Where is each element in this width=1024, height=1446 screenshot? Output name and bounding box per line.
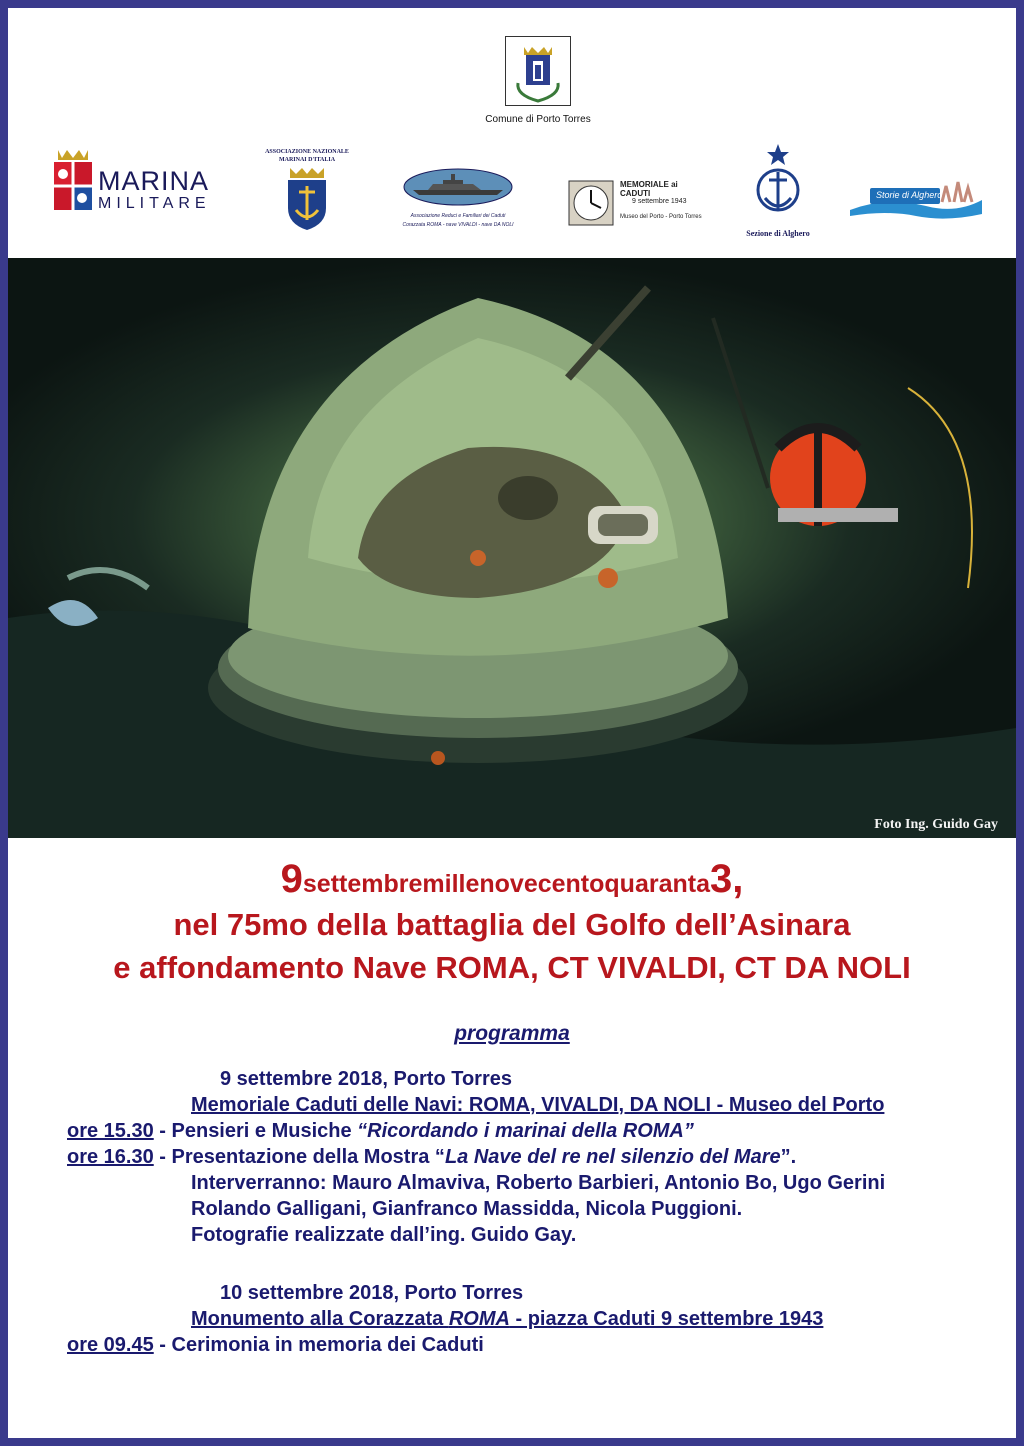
day2-venue-text: Monumento alla Corazzata bbox=[191, 1308, 449, 1330]
title-date-words: settembremillenovecentoquaranta bbox=[302, 870, 710, 898]
memoriale-title: MEMORIALE ai CADUTI bbox=[620, 180, 678, 198]
marina-militare-logo bbox=[50, 146, 230, 216]
reduci-caption-2: Corazzata ROMA - nave VIVALDI - nave DA NOLI bbox=[402, 222, 514, 228]
day1-event-1 bbox=[67, 1120, 694, 1143]
day1-event-2-title: La Nave del re nel silenzio del Mare bbox=[444, 1146, 781, 1168]
marina-word: MARINA bbox=[98, 166, 210, 196]
logo-band bbox=[8, 8, 1016, 258]
photo-credit: Foto Ing. Guido Gay bbox=[874, 817, 998, 832]
day1-event-2-text: - Presentazione della Mostra “ bbox=[153, 1146, 445, 1168]
day2-date: 10 settembre 2018, Porto Torres bbox=[220, 1282, 524, 1304]
title-line-3: e affondamento Nave ROMA, CT VIVALDI, CT DA NOLI bbox=[113, 950, 911, 985]
title-digit-3: 3, bbox=[709, 857, 744, 901]
day1-event-2 bbox=[67, 1146, 796, 1169]
day1-photo-note: Fotografie realizzate dall’ing. Guido Gay. bbox=[191, 1224, 577, 1246]
storie-di-alghero-logo bbox=[846, 176, 986, 222]
day1-event-1-text: - Pensieri e Musiche bbox=[153, 1120, 358, 1142]
anmi-caption-1: ASSOCIAZIONE NAZIONALE bbox=[265, 149, 349, 155]
anmi-caption-2: MARINAI D'ITALIA bbox=[278, 157, 336, 163]
sezione-alghero-logo bbox=[738, 142, 818, 238]
day2-event-1-time: ore 09.45 bbox=[67, 1334, 154, 1356]
storie-label: Storie di Alghero bbox=[876, 190, 943, 200]
day1-date: 9 settembre 2018, Porto Torres bbox=[220, 1068, 512, 1090]
day1-event-1-title: “Ricordando i marinai della ROMA” bbox=[357, 1120, 694, 1142]
day1-event-2-end: ”. bbox=[780, 1146, 797, 1168]
clock-icon bbox=[568, 180, 614, 226]
reduci-caption-1: Associazione Reduci e Familiari dei Caduti bbox=[410, 213, 506, 219]
day2-venue bbox=[191, 1308, 823, 1331]
day1-speakers-2: Rolando Galligani, Gianfranco Massidda, Nicola Puggioni. bbox=[191, 1198, 743, 1220]
memoriale-date: 9 settembre 1943 bbox=[632, 198, 687, 205]
program-heading: programma bbox=[454, 1022, 570, 1045]
poster bbox=[8, 8, 1016, 1438]
anchor-emblem-icon bbox=[753, 142, 803, 222]
comune-caption: Comune di Porto Torres bbox=[485, 114, 591, 125]
title-digit-9: 9 bbox=[280, 857, 303, 901]
day2-venue-ship: ROMA bbox=[448, 1308, 510, 1330]
battleship-oval-icon bbox=[403, 168, 513, 206]
sezione-caption: Sezione di Alghero bbox=[746, 229, 810, 238]
anmi-anchor-shield-icon bbox=[282, 164, 332, 232]
day1-speakers-1: Interverranno: Mauro Almaviva, Roberto Barbieri, Antonio Bo, Ugo Gerini bbox=[191, 1172, 886, 1194]
day1-venue: Memoriale Caduti delle Navi: ROMA, VIVALDI, DA NOLI - Museo del Porto bbox=[191, 1094, 885, 1116]
title-line-1 bbox=[8, 857, 1016, 903]
day1-event-1-time: ore 15.30 bbox=[67, 1120, 154, 1142]
anmi-logo bbox=[258, 148, 356, 237]
event-title bbox=[8, 857, 1016, 989]
day2-event-1 bbox=[67, 1334, 484, 1357]
memoriale-logo bbox=[568, 178, 708, 228]
day1-event-2-time: ore 16.30 bbox=[67, 1146, 154, 1168]
underwater-wreck-photo bbox=[8, 258, 1016, 838]
comune-porto-torres-logo bbox=[478, 36, 598, 125]
wreck-illustration bbox=[8, 258, 1016, 838]
memoriale-place: Museo del Porto - Porto Torres bbox=[620, 214, 702, 220]
marina-shield-icon bbox=[50, 146, 96, 216]
day2-venue-place: - piazza Caduti 9 settembre 1943 bbox=[509, 1308, 824, 1330]
militare-word: MILITARE bbox=[98, 195, 211, 212]
porto-torres-crest-icon bbox=[505, 36, 571, 106]
day2-event-1-text: - Cerimonia in memoria dei Caduti bbox=[153, 1334, 484, 1356]
title-line-2: nel 75mo della battaglia del Golfo dell’Asinara bbox=[173, 907, 851, 942]
reduci-association-logo bbox=[388, 168, 528, 229]
